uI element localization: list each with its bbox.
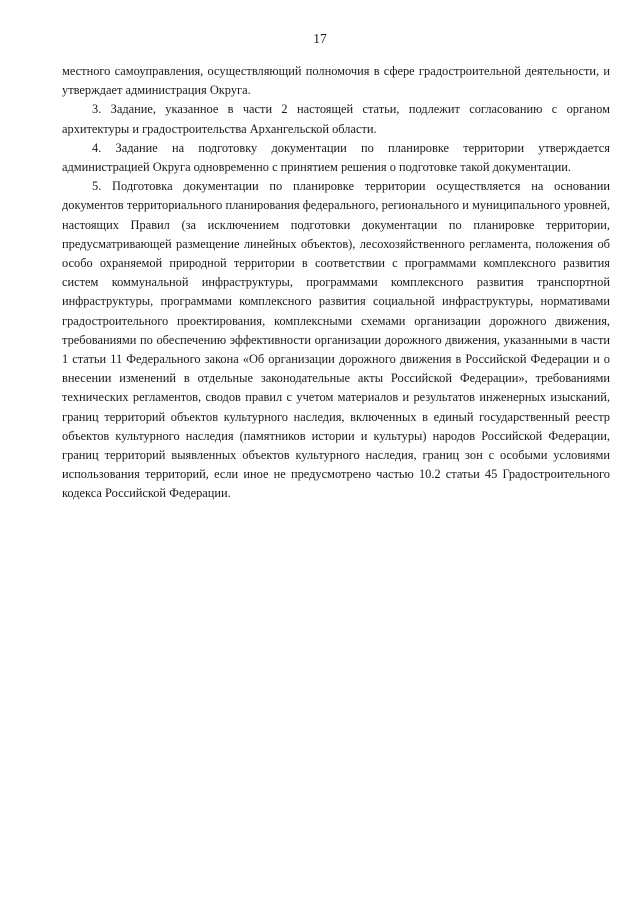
document-body (62, 62, 610, 504)
page-number: 17 (313, 31, 327, 46)
paragraph-item-5: 5. Подготовка документации по планировке территории осуществляется на основании документов территориального планирования федерального, регионального и муниципального уровней, настоящих Правил (за исключением подготовки документации по планировке территории, предусматривающей размещение линейных объектов), лесохозяйственного регламента, положения об особо охраняемой природной территории в соответствии с программами комплексного развития систем коммунальной инфраструктуры, программами комплексного развития транспортной инфраструктуры, программами комплексного развития социальной инфраструктуры, нормативами градостроительного проектирования, комплексными схемами организации дорожного движения, требованиями по обеспечению эффективности организации дорожного движения, указанными в части 1 статьи 11 Федерального закона «Об организации дорожного движения в Российской Федерации и о внесении изменений в отдельные законодательные акты Российской Федерации», требованиями технических регламентов, сводов правил с учетом материалов и результатов инженерных изысканий, границ территорий объектов культурного наследия, включенных в единый государственный реестр объектов культурного наследия (памятников истории и культуры) народов Российской Федерации, границ территорий выявленных объектов культурного наследия, границ зон с особыми условиями использования территорий, если иное не предусмотрено частью 10.2 статьи 45 Градостроительного кодекса Российской Федерации. (62, 179, 610, 501)
paragraph-item-4: 4. Задание на подготовку документации по планировке территории утверждается администрацией Округа одновременно с принятием решения о подготовке такой документации. (62, 140, 610, 175)
paragraph-item-3: 3. Задание, указанное в части 2 настоящей статьи, подлежит согласованию с органом архитектуры и градостроительства Архангельской области. (62, 102, 610, 136)
paragraph-continuation: местного самоуправления, осуществляющий полномочия в сфере градостроительной деятельности, и утверждает администрация Округа. (62, 64, 610, 98)
